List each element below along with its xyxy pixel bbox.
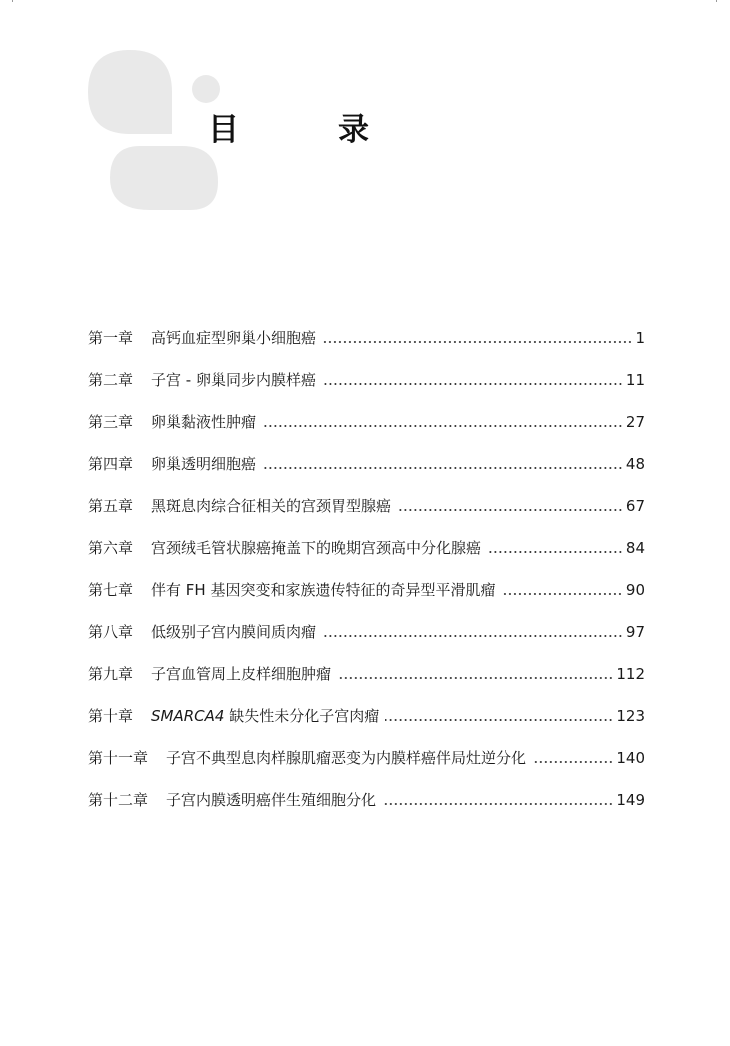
toc-page-number: 84	[625, 539, 645, 557]
deco-large-blob	[88, 50, 172, 134]
toc-title-text: 高钙血症型卵巢小细胞癌	[151, 329, 317, 347]
toc-title	[151, 328, 316, 348]
toc-title-text: 子宫 - 卵巢同步内膜样癌	[151, 371, 316, 389]
table-of-contents	[88, 306, 645, 810]
toc-chapter-label: 第四章	[88, 455, 134, 473]
toc-title	[151, 664, 331, 684]
toc-title-text: 子宫血管周上皮样细胞肿瘤	[151, 665, 332, 683]
toc-title-text: 卵巢黏液性肿瘤	[151, 413, 257, 431]
toc-title-gene: SMARCA4	[151, 707, 225, 725]
toc-entry[interactable]	[88, 600, 645, 642]
toc-dot-leader	[322, 341, 632, 343]
toc-title	[151, 454, 256, 474]
page-title: 目 录	[208, 112, 403, 148]
toc-chapter-label: 第一章	[88, 329, 134, 347]
toc-entry[interactable]	[88, 684, 645, 726]
toc-chapter-label: 第六章	[88, 539, 134, 557]
toc-title-text: 卵巢透明细胞癌	[151, 455, 257, 473]
toc-page-number: 67	[625, 497, 645, 515]
toc-chapter-label: 第五章	[88, 497, 134, 515]
toc-chapter-label: 第十一章	[88, 749, 149, 767]
toc-chapter-label: 第十二章	[88, 791, 149, 809]
toc-chapter-label: 第七章	[88, 581, 134, 599]
toc-dot-leader	[487, 551, 623, 553]
toc-dot-leader	[322, 383, 623, 385]
toc-dot-leader	[382, 803, 613, 805]
toc-title-text: 缺失性未分化子宫肉瘤	[224, 707, 380, 725]
toc-page-number: 149	[616, 791, 645, 809]
toc-entry[interactable]	[88, 516, 645, 558]
toc-title-text: 伴有 FH 基因突变和家族遗传特征的奇异型平滑肌瘤	[151, 581, 496, 599]
toc-page-number: 1	[635, 329, 645, 347]
toc-title-text: 低级别子宫内膜间质肉瘤	[151, 623, 317, 641]
toc-entry[interactable]	[88, 726, 645, 768]
toc-title	[166, 748, 526, 768]
toc-dot-leader	[501, 593, 622, 595]
toc-chapter-label: 第二章	[88, 371, 134, 389]
toc-entry[interactable]	[88, 642, 645, 684]
toc-chapter-label: 第十章	[88, 707, 134, 725]
deco-small-circle	[192, 75, 220, 103]
toc-entry[interactable]	[88, 390, 645, 432]
toc-title	[166, 790, 376, 810]
toc-title	[151, 706, 379, 726]
toc-dot-leader	[337, 677, 613, 679]
toc-title	[151, 412, 256, 432]
toc-dot-leader	[385, 719, 613, 721]
toc-page-number: 97	[625, 623, 645, 641]
toc-page-number: 27	[625, 413, 645, 431]
toc-chapter-label: 第八章	[88, 623, 134, 641]
toc-title-text: 黑斑息肉综合征相关的宫颈胃型腺癌	[151, 497, 392, 515]
toc-title	[151, 370, 316, 390]
toc-dot-leader	[397, 509, 623, 511]
toc-title-text: 子宫内膜透明癌伴生殖细胞分化	[166, 791, 377, 809]
toc-title-text: 子宫不典型息肉样腺肌瘤恶变为内膜样癌伴局灶逆分化	[166, 749, 527, 767]
toc-title	[151, 538, 481, 558]
toc-dot-leader	[532, 761, 613, 763]
toc-dot-leader	[262, 467, 623, 469]
toc-title-text: 宫颈绒毛管状腺癌掩盖下的晚期宫颈高中分化腺癌	[151, 539, 482, 557]
toc-page-number: 11	[625, 371, 645, 389]
toc-title	[151, 622, 316, 642]
deco-lower-blob	[110, 146, 218, 210]
toc-entry[interactable]	[88, 306, 645, 348]
toc-dot-leader	[322, 635, 623, 637]
toc-entry[interactable]	[88, 348, 645, 390]
toc-title	[151, 496, 391, 516]
toc-dot-leader	[262, 425, 623, 427]
toc-title	[151, 580, 495, 600]
toc-entry[interactable]	[88, 474, 645, 516]
toc-entry[interactable]	[88, 432, 645, 474]
toc-chapter-label: 第九章	[88, 665, 134, 683]
toc-page-number: 48	[625, 455, 645, 473]
toc-page-number: 112	[616, 665, 645, 683]
toc-entry[interactable]	[88, 768, 645, 810]
toc-page-number: 123	[616, 707, 645, 725]
toc-page-number: 90	[625, 581, 645, 599]
toc-chapter-label: 第三章	[88, 413, 134, 431]
toc-entry[interactable]	[88, 558, 645, 600]
toc-page-number: 140	[616, 749, 645, 767]
